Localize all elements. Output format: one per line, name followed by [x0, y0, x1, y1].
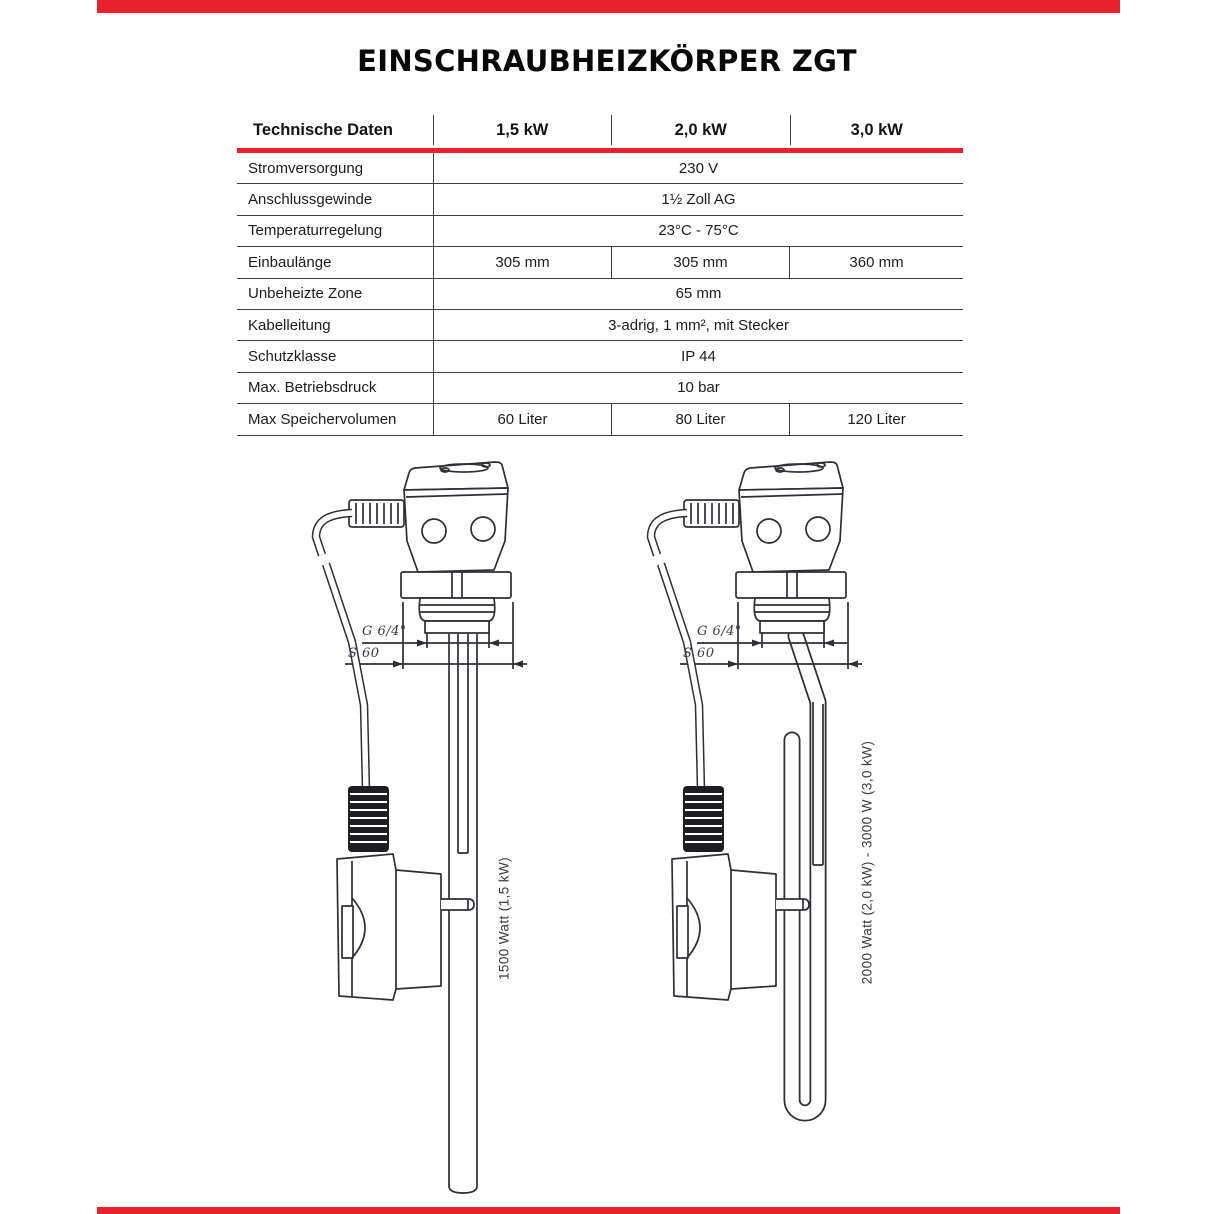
table-row: [237, 247, 963, 278]
row-value: 80 Liter: [612, 404, 790, 434]
row-value-span: 23°C - 75°C: [658, 222, 739, 240]
row-value: 360 mm: [849, 253, 904, 271]
row-label: Schutzklasse: [237, 341, 434, 371]
table-header-row: [237, 112, 963, 148]
top-red-bar: [97, 0, 1120, 13]
row-label: Kabelleitung: [237, 310, 434, 340]
page-title: EINSCHRAUBHEIZKÖRPER ZGT: [357, 44, 857, 78]
header-col-3-0kw: 3,0 kW: [850, 121, 903, 139]
spec-table: [237, 112, 963, 436]
row-value-span: 65 mm: [675, 285, 722, 303]
table-row: [237, 404, 963, 435]
dim-label-wrench-right: S 60: [683, 646, 715, 661]
header-technische-daten: Technische Daten: [237, 115, 434, 145]
row-value-span: 10 bar: [677, 379, 720, 397]
heating-rod: [449, 634, 477, 1193]
row-value: 120 Liter: [847, 410, 906, 428]
table-row: [237, 310, 963, 341]
drawing-left-heater: [316, 462, 527, 1193]
row-label: Unbeheizte Zone: [237, 279, 434, 309]
row-value: 305 mm: [612, 247, 790, 277]
header-col-1-5kw: 1,5 kW: [434, 115, 613, 145]
table-row: [237, 341, 963, 372]
dim-label-wrench-left: S 60: [348, 646, 380, 661]
bottom-red-bar: [97, 1207, 1120, 1214]
drawing-right-heater: [651, 462, 862, 1113]
row-value-span: IP 44: [681, 348, 716, 366]
watt-label-right: 2000 Watt (2,0 kW) - 3000 W (3,0 kW): [859, 740, 875, 985]
watt-label-left: 1500 Watt (1,5 kW): [496, 857, 512, 980]
row-value: 305 mm: [434, 247, 612, 277]
row-value-span: 230 V: [678, 159, 719, 177]
table-row: [237, 373, 963, 404]
row-label: Einbaulänge: [237, 247, 434, 277]
row-label: Stromversorgung: [237, 153, 434, 183]
header-col-2-0kw: 2,0 kW: [612, 115, 791, 145]
row-value-span: 3-adrig, 1 mm², mit Stecker: [608, 316, 789, 334]
dim-label-thread-right: G 6/4": [697, 624, 742, 639]
table-row: [237, 216, 963, 247]
row-label: Max Speichervolumen: [237, 404, 434, 434]
row-value: 60 Liter: [434, 404, 612, 434]
table-row: [237, 279, 963, 310]
row-label: Anschlussgewinde: [237, 184, 434, 214]
table-row: [237, 153, 963, 184]
dim-label-thread-left: G 6/4": [362, 624, 407, 639]
table-row: [237, 184, 963, 215]
row-label: Temperaturregelung: [237, 216, 434, 246]
row-value-span: 1½ Zoll AG: [661, 191, 736, 209]
row-label: Max. Betriebsdruck: [237, 373, 434, 403]
